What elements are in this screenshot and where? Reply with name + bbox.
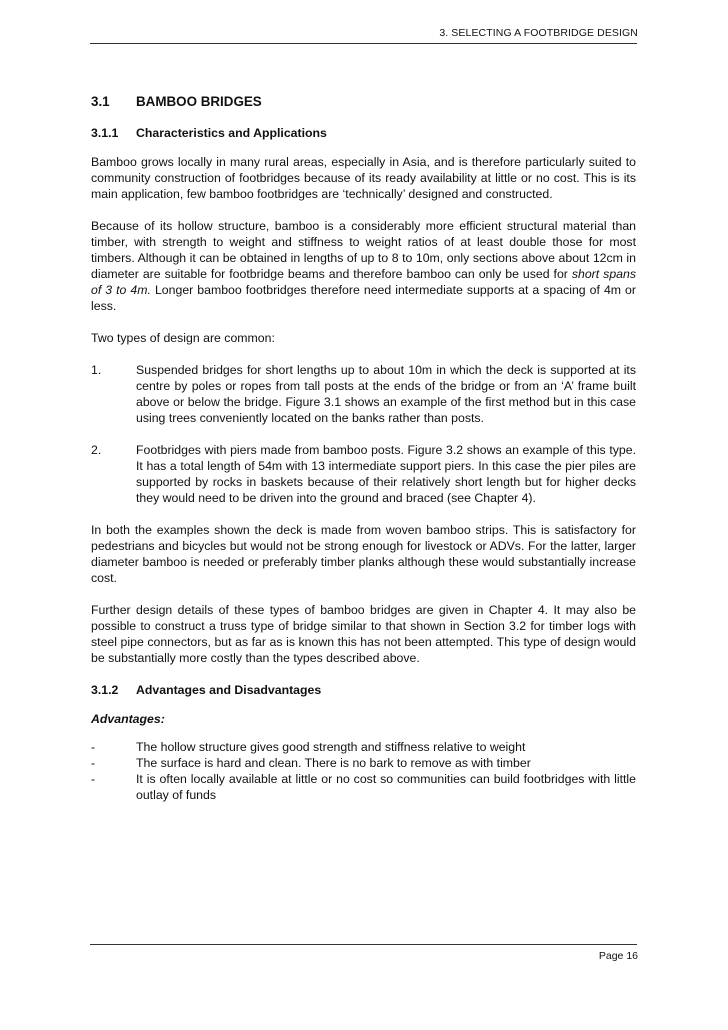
list-marker: - xyxy=(91,772,96,786)
header-rule xyxy=(90,43,637,44)
subsection-heading-advantages xyxy=(91,682,636,698)
list-item-text: Suspended bridges for short lengths up to about 10m in which the deck is supported at its centre by poles or ropes from tall posts at the ends of the bridge or from an ‘A’ frame built above or below the bridge. Figure 3.1 shows an example of the first method but in this case using trees conveniently located on the banks rather than posts. xyxy=(136,363,636,425)
paragraph-structure-text-a: Because of its hollow structure, bamboo is a considerably more efficient structural material than timber, with strength to weight and stiffness to weight ratios of at least double those for most timbers. Although it can be obtained in lengths of up to 8 to 10m, only sections above about 12cm in diameter are suitable for footbridge beams and therefore bamboo can only be used for xyxy=(91,219,636,281)
running-header: 3. SELECTING A FOOTBRIDGE DESIGN xyxy=(439,27,638,39)
list-item-text: It is often locally available at little or no cost so communities can build footbridges with little outlay of funds xyxy=(136,772,636,802)
list-item xyxy=(91,739,636,755)
design-types-list xyxy=(91,362,636,506)
list-marker: - xyxy=(91,756,96,770)
page-number: Page 16 xyxy=(598,950,638,962)
advantages-list xyxy=(91,739,636,803)
paragraph-further-design: Further design details of these types of bamboo bridges are given in Chapter 4. It may also be possible to construct a truss type of bridge similar to that shown in Section 3.2 for timber logs with steel pipe connectors, but as far as is known this has not been attempted. This type of design would be substantially more costly than the types described above. xyxy=(91,603,636,665)
paragraph-structure-text-b: Longer bamboo footbridges therefore need intermediate supports at a spacing of 4m or less. xyxy=(91,283,636,313)
subsection-title: Characteristics and Applications xyxy=(136,126,327,140)
paragraph-intro: Bamboo grows locally in many rural areas, especially in Asia, and is therefore particularly suited to community construction of footbridges because of its ready availability at little or no cost. This is its main application, few bamboo footbridges are ‘technically’ designed and constructed. xyxy=(91,155,636,201)
list-item xyxy=(91,755,636,771)
list-marker: 1. xyxy=(91,363,102,377)
section-number: 3.1 xyxy=(91,94,110,109)
list-item xyxy=(91,771,636,803)
section-title: BAMBOO BRIDGES xyxy=(136,94,262,109)
list-marker: 2. xyxy=(91,443,102,457)
list-marker: - xyxy=(91,740,96,754)
subsection-number: 3.1.1 xyxy=(91,126,119,140)
subsection-title: Advantages and Disadvantages xyxy=(136,683,322,697)
list-item-text: The surface is hard and clean. There is no bark to remove as with timber xyxy=(136,756,531,770)
footer-rule xyxy=(90,944,637,945)
list-item xyxy=(91,362,636,426)
advantages-heading: Advantages: xyxy=(91,712,165,726)
list-item-text: The hollow structure gives good strength and stiffness relative to weight xyxy=(136,740,526,754)
page-content xyxy=(91,93,636,803)
list-item-text: Footbridges with piers made from bamboo posts. Figure 3.2 shows an example of this type. It has a total length of 54m with 13 intermediate support piers. In this case the pier piles are supported by rocks in baskets because of their relatively short length but for higher decks they would need to be driven into the ground and braced (see Chapter 4). xyxy=(136,443,636,505)
paragraph-design-types-intro: Two types of design are common: xyxy=(91,331,275,345)
paragraph-deck: In both the examples shown the deck is made from woven bamboo strips. This is satisfactory for pedestrians and bicycles but would not be strong enough for livestock or ADVs. For the latter, larger diameter bamboo is needed or preferably timber planks although these would substantially increase cost. xyxy=(91,523,636,585)
section-heading xyxy=(91,93,636,111)
subsection-number: 3.1.2 xyxy=(91,683,119,697)
paragraph-structure-emphasis: short spans of 3 to 4m. xyxy=(91,267,636,297)
list-item xyxy=(91,442,636,506)
subsection-heading-characteristics xyxy=(91,125,636,141)
paragraph-structure xyxy=(91,218,636,314)
